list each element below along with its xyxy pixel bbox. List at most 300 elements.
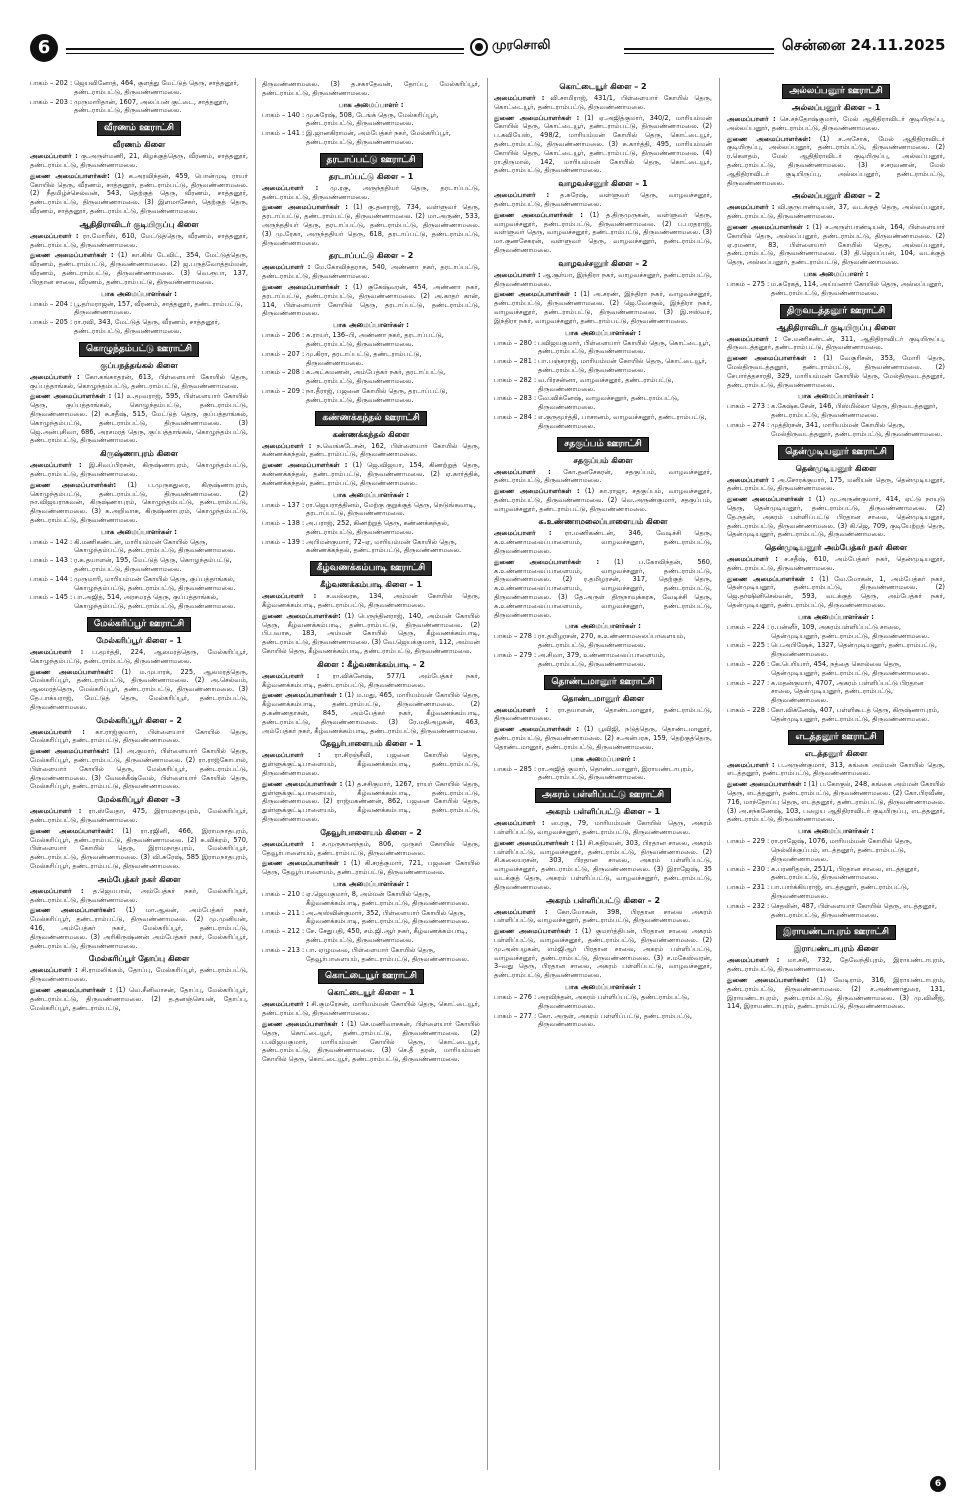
booth-row bbox=[727, 623, 945, 641]
booth-number: பாகம் – 205 : bbox=[30, 318, 73, 327]
booth-organiser: முருமாரி, மாரியம்மன் கோயில் தெரு, குப்பத்தாங்கல், கொழுந்தம்பட்டு, தண்டராம்பட்டு, திருவண்ணாமலை. bbox=[74, 574, 236, 592]
role-label: அமைப்பாளர் : bbox=[494, 907, 548, 916]
appointment-paragraph bbox=[727, 335, 945, 353]
branch-title: தரடாப்பட்டு கிளை – 1 bbox=[328, 171, 414, 181]
appointment-text: மு.ரகு, அருந்ததியர் தெரு, தரடாப்பட்டு, தண்டராம்பட்டு, திருவண்ணாமலை. bbox=[262, 183, 480, 201]
role-label: துணை அமைப்பாளர்கள் : bbox=[494, 487, 580, 496]
booth-row bbox=[262, 538, 480, 556]
booth-number: பாகம் – 145 : bbox=[30, 593, 73, 602]
role-label: அமைப்பாளர் : bbox=[494, 270, 541, 279]
booth-number: பாகம் – 226 : bbox=[727, 660, 770, 669]
masthead-rule-left-thin bbox=[66, 53, 464, 54]
section-subheading: பாக அமைப்பாளர்கள் : bbox=[798, 392, 874, 401]
role-label: அமைப்பாளர் : bbox=[727, 115, 776, 123]
booth-row bbox=[727, 865, 945, 883]
branch-title: தரடாப்பட்டு கிளை – 2 bbox=[328, 251, 414, 261]
booth-row bbox=[494, 339, 712, 357]
role-label: துணை அமைப்பாளர்கள்: bbox=[30, 906, 116, 915]
booth-number: பாகம் – 274 : bbox=[727, 420, 770, 429]
booth-organiser: அரவிந்தன், அகரம் பள்ளிப்பட்டு, தண்டராம்பட்டு, திருவண்ணாமலை. bbox=[538, 992, 690, 1010]
branch-title: எடத்தனூர் கிளை bbox=[804, 748, 868, 758]
appointment-text: (1) வே.மோகன், 1, அம்பேத்கர் நகர், தென்முடியனூர், தண்டராம்பட்டு, திருவண்ணாமலை. (2) ஜெ.தர்ஷினிசெல்வன், 593, வடக்குத் தெரு, அம்பேத்கர் நகர், தென்முடியனூர், தண்டராம்பட்டு, திருவண்ணாமலை. bbox=[727, 574, 945, 610]
booth-organiser: கி.மணிகண்டன், மாரியம்மன் கோயில் தெரு, கொழுந்தம்பட்டு, தண்டராம்பட்டு, திருவண்ணாமலை. bbox=[74, 537, 236, 555]
appointment-text: சே.மணிகண்டன், 311, ஆதிதிராவிடர் குடியிருப்பு, திருவடத்தனூர், தண்டராம்பட்டு, திருவண்ணாமலை. bbox=[727, 334, 945, 352]
booth-row bbox=[494, 357, 712, 375]
appointment-paragraph bbox=[262, 1000, 480, 1018]
section-subheading: பாக அமைப்பாளர்கள் : bbox=[565, 982, 641, 991]
appointment-text: ரா.சிரஞ்சீவி, பஜனை கோயில் தெரு, துள்ளுக்குட்டிபாளையம், கீழ்வணக்கம்பாடி, தண்டராம்பட்டு, திருவண்ணாமலை. bbox=[262, 751, 480, 778]
appointment-text: ப.மூர்த்தி, 224, ஆலமரத்தெரு, மேல்கரிப்பூர், கொழுந்தம்பட்டு, தண்டராம்பட்டு, திருவண்ணாமலை. bbox=[30, 648, 248, 665]
booth-number: பாகம் – 206 : bbox=[262, 331, 305, 340]
appointment-paragraph bbox=[727, 976, 945, 1011]
role-label: அமைப்பாளர் : bbox=[494, 529, 552, 538]
appointment-paragraph bbox=[30, 251, 248, 286]
booth-organiser: முத்திரசன், 341, மாரியம்மன் கோயில் தெரு, மேல்திருவடத்தனூர், தண்டராம்பட்டு, திருவண்ணாமலை. bbox=[771, 420, 943, 438]
appointment-text: (1) ம.முபாரக், 225, ஆலமரத்தெரு, மேல்கரிப்பூர், தண்டராம்பட்டு, திருவண்ணாமலை. (2) அ.செல்வம், ஆலமரத்தெரு, மேல்கரிப்பூர், தண்டராம்பட்டு, திருவண்ணாமலை. (3) தே.பாக்யராஜ், மேட்டுத் தெரு, மேல்கரிப்பூர், தண்டராம்பட்டு, திருவண்ணாமலை. bbox=[30, 667, 248, 711]
booth-organiser: ரா.தமிழரசன், 270, க.உண்ணாமலைப்பாளையம், தண்டராம்பட்டு, திருவண்ணாமலை. bbox=[538, 632, 686, 650]
branch-title: கீழ்வணக்கம்பாடி கிளை – 1 bbox=[320, 580, 422, 590]
appointment-paragraph bbox=[494, 271, 712, 289]
booth-row bbox=[494, 413, 712, 431]
appointment-paragraph bbox=[262, 751, 480, 777]
role-label: துணை அமைப்பாளர்கள்: bbox=[30, 171, 110, 180]
role-label: துணை அமைப்பாளர்கள் : bbox=[727, 495, 812, 504]
role-label: துணை அமைப்பாளர்கள் : bbox=[262, 859, 347, 868]
booth-number: பாகம் – 232 : bbox=[727, 901, 770, 910]
appointment-paragraph bbox=[727, 780, 945, 824]
role-label: துணை அமைப்பாளர்கள் : bbox=[494, 725, 579, 734]
appointment-text: (1) ரா.ரஜினி, 466, இராமநாதபுரம், மேல்கரிப்பூர், தண்டராம்பட்டு, திருவண்ணாமலை. (2) சு.விக்ரம், 570, பிள்ளையார் கோயில் தெரு, இராமநாதபுரம், மேல்கரிப்பூர், தண்டராம்பட்டு, திருவண்ணாமலை. (3) வி.சுரேஷ், 585 இராமநாதபுரம், மேல்கரிப்பூர், தண்டராம்பட்டு, திருவண்ணாமலை. bbox=[30, 826, 248, 870]
branch-title: அம்பேத்கர் நகர் கிளை bbox=[97, 874, 181, 884]
role-label: துணை அமைப்பாளர்கள் : bbox=[494, 838, 574, 847]
appointment-paragraph bbox=[262, 461, 480, 487]
appointment-paragraph bbox=[494, 114, 712, 176]
booth-row bbox=[727, 660, 945, 678]
role-label: அமைப்பாளர் : bbox=[727, 760, 775, 769]
appointment-text: கு.அருள்மணி, 21, கிழக்குத்தெரு, வீரணம், சாத்தனூர், தண்டராம்பட்டு, திருவண்ணாமலை. bbox=[30, 152, 248, 169]
booth-organiser: கே.பெரியார், 454, நத்தை கொல்லை தெரு, தென்முடியனூர், தண்டராம்பட்டு, திருவண்ணாமலை. bbox=[771, 660, 930, 677]
booth-row bbox=[30, 538, 248, 556]
appointment-paragraph bbox=[727, 575, 945, 610]
appointment-paragraph bbox=[262, 263, 480, 281]
booth-number: பாகம் – 273 : bbox=[727, 402, 770, 411]
booth-organiser: சு.ராயர், 136–பி, அண்ணா நகர், தரடாப்பட்டு, தண்டராம்பட்டு, திருவண்ணாமலை. bbox=[306, 331, 444, 348]
column-4 bbox=[727, 78, 945, 1470]
appointment-text: (1) க.அரவிந்தன், 459, பொன்முடி ராயர் கோயில் தெரு, வீரணம், சாத்தனூர், தண்டராம்பட்டு, திருவண்ணாமலை. (2) நீதமிழ்ச்செல்வன், 543, தெற்குத் தெரு, வீரணம், சாத்தனூர், தண்டராம்பட்டு, திருவண்ணாமலை. (3) இளமாசேகர், தெற்குத் தெரு, வீரணம், சாத்தனூர், தண்டராம்பட்டு, திருவண்ணாமலை. bbox=[30, 171, 248, 215]
appointment-paragraph bbox=[494, 706, 712, 724]
booth-number: பாகம் – 283 : bbox=[494, 394, 537, 403]
booth-organiser: பா.பஞ்சராஜ், மாரியம்மன் கோயில் தெரு, கொட்டையூர், தண்டராம்பட்டு, திருவண்ணாமலை. bbox=[538, 357, 707, 374]
role-label: அமைப்பாளர் : bbox=[262, 671, 320, 680]
appointment-text: (1) சி.சுதிரவன், 303, பிரதான சாலை, அகரம் பள்ளிப்பட்டு, வாழவச்சனூர், தண்டராம்பட்டு, திருவண்ணாமலை. (2) சி.கலையரசன், 303, பிரதான சாலை, அகரம் பள்ளிப்பட்டு, வாழவச்சனூர், தண்டராம்பட்டு, திருவண்ணாமலை. (3) இராஜேஷ், 35 வடக்குத் தெரு, அகரம் பள்ளிப்பட்டு, வாழவச்சனூர், தண்டராம்பட்டு, திருவண்ணாமலை. bbox=[494, 838, 712, 891]
panchayat-heading: கொட்டையூர் ஊராட்சி bbox=[318, 969, 424, 984]
branch-title: அகரம் பள்ளிப்பட்டு கிளை – 1 bbox=[545, 807, 661, 817]
role-label: துணை அமைப்பாளர்கள் : bbox=[262, 691, 343, 700]
role-label: அமைப்பாளர் : bbox=[262, 183, 319, 192]
section-subheading: பாக அமைப்பாளர் : bbox=[570, 754, 636, 763]
booth-organiser: வ.பிரசன்னா, வாழவச்சனூர், தண்டராம்பட்டு, திருவண்ணாமலை. bbox=[538, 375, 674, 393]
booth-number: பாகம் – 209 : bbox=[262, 386, 305, 395]
column-divider bbox=[487, 78, 488, 1470]
booth-row bbox=[262, 890, 480, 908]
booth-organiser: பா.அஜித், 514, அரசமரத் தெரு, குப்பத்தாங்கல், கொழுந்தம்பட்டு, தண்டராம்பட்டு, திருவண்ணாமலை. bbox=[74, 593, 236, 611]
appointment-text: (1) ஜெ.விஜயா, 154, கிணற்றுத் தெரு, கண்ணக்கந்தல், தண்டராம்பட்டு, திருவண்ணாமலை. (2) ஏ.கார்த்திக், கண்ணக்கந்தல், தண்டராம்பட்டு, திருவண்ணாமலை. bbox=[262, 461, 480, 487]
appointment-paragraph bbox=[494, 94, 712, 112]
appointment-paragraph bbox=[262, 672, 480, 690]
appointment-paragraph bbox=[262, 691, 480, 735]
role-label: அமைப்பாளர் : bbox=[494, 819, 545, 828]
role-label: அமைப்பாளர் : bbox=[727, 203, 775, 212]
booth-number: பாகம் – 203 : bbox=[30, 97, 73, 106]
role-label: துணை அமைப்பாளர்கள் : bbox=[30, 392, 112, 401]
appointment-text: அ.சோரக்குமார், 175, மனியன் தெரு, தென்முடியனூர், தண்டராம்பட்டு, திருவண்ணாமலை. bbox=[727, 475, 945, 493]
appointment-paragraph bbox=[494, 839, 712, 892]
appointment-text: கோ.தனசேகரன், சதகுப்பம், வாழவச்சனூர், தண்டராம்பட்டு, திருவண்ணாமலை. bbox=[494, 467, 712, 485]
appointment-text: (1) ஏ.அஜித்குமார், 340/2, மாரியம்மன் கோயில் தெரு, கொட்டையூர், தண்டராம்பட்டு, திருவண்ணாமலை. (2) ப.கவியேஸ், 498/2, மாரியம்மன் கோயில் தெரு, கொட்டையூர், தண்டராம்பட்டு, திருவண்ணாமலை. (3) சு.கார்த்தி, 495, மாரியம்மன் கோயில் தெரு, கொட்டையூர், தண்டராம்பட்டு, திருவண்ணாமலை. (4) ரா.திருமால், 142, மாரியம்மன் கோயில் தெரு, கொட்டையூர், தண்டராம்பட்டு, திருவண்ணாமலை. bbox=[494, 113, 712, 175]
booth-organiser: க.பரணிதரன், 251/1, பிரதான சாலை, எடத்தனூர், தண்டராம்பட்டு, திருவண்ணாமலை. bbox=[771, 864, 920, 882]
appointment-text: ரா.ஸ்வேதா, 475, இராமநாதபுரம், மேல்கரிப்பூர், தண்டராம்பட்டு, திருவண்ணாமலை. bbox=[30, 807, 248, 825]
booth-row bbox=[262, 368, 480, 386]
appointment-text: (1) த.திருமுருகன், வள்ளுவர் தெரு, வாழவச்சனூர், தண்டராம்பட்டு, திருவண்ணாமலை. (2) ப.பரதராஜ், வள்ளுவர் தெரு, வாழவச்சனூர், தண்டராம்பட்டு, திருவண்ணாமலை. (3) மா.குணசேகரன், வள்ளுவர் தெரு, வாழவச்சனூர், தண்டராம்பட்டு, திருவண்ணாமலை. bbox=[494, 210, 712, 254]
role-label: அமைப்பாளர் : bbox=[494, 94, 545, 102]
section-subheading: பாக அமைப்பாளர்கள் : bbox=[333, 321, 409, 330]
role-label: துணை அமைப்பாளர்கள் : bbox=[494, 927, 578, 936]
branch-title: கண்ணக்கந்தல் கிளை bbox=[332, 429, 410, 439]
appointment-text: ஆ.சூர்யா, இந்திரா நகர், வாழவச்சனூர், தண்டராம்பட்டு, திருவண்ணாமலை. bbox=[494, 270, 712, 288]
booth-row bbox=[262, 909, 480, 927]
role-label: துணை அமைப்பாளர்கள் : bbox=[727, 222, 810, 231]
column-2 bbox=[262, 78, 480, 1470]
branch-title: மேல்கரிப்பூர் கிளை – 2 bbox=[96, 715, 182, 725]
role-label: அமைப்பாளர் : bbox=[262, 263, 311, 272]
appointment-text: (1) வேடிராம், 316, இராயண்டாபுரம், தண்டராம்பட்டு, திருவண்ணாமலை. (2) ச.அண்ணாதுரை, 131, இராயண்டாபுரம், தண்டராம்பட்டு, திருவண்ணாமலை. (3) மு.வினீஜ், 114, இராயண்டாபுரம், தண்டராம்பட்டு, திருவண்ணாமலை. bbox=[727, 975, 945, 1011]
appointment-paragraph bbox=[494, 819, 712, 837]
appointment-text: ச.முருகானந்தம், 806, முருகர் கோயில் தெரு, தேவூர்பாளையம், தண்டராம்பட்டு, திருவண்ணாமலை. bbox=[262, 839, 480, 857]
booth-organiser: ரா.ரவி, 343, மேட்டுத் தெரு, வீரணம், சாத்தனூர், தண்டராம்பட்டு, திருவண்ணாமலை. bbox=[74, 318, 220, 335]
booth-number: பாகம் – 276 : bbox=[494, 992, 537, 1001]
booth-row bbox=[494, 993, 712, 1011]
appointment-paragraph bbox=[262, 283, 480, 318]
appointment-paragraph bbox=[494, 487, 712, 513]
role-label: துணை அமைப்பாளர்கள் : bbox=[262, 203, 348, 212]
appointment-text: த.ஜெயபால், அம்பேத்கர் நகர், மேல்கரிப்பூர், தண்டராம்பட்டு, திருவண்ணாமலை. bbox=[30, 886, 248, 904]
appointment-text: ஸ.ரகு, 79, மாரியம்மன் கோயில் தெரு, அகரம் பள்ளிப்பட்டு, வாழவச்சனூர், தண்டராம்பட்டு, திருவண்ணாமலை. bbox=[494, 819, 712, 837]
section-subheading: பாக அமைப்பாளர்கள் : bbox=[798, 827, 874, 836]
appointment-text: (1) பூவிஜி, நடுத்தெரு, தொண்டமானூர், தண்டராம்பட்டு, திருவண்ணாமலை. (2) ச.அன்பரசு, 159, தெற்குத்தெரு, தொண்டமானூர், தண்டராம்பட்டு, திருவண்ணாமலை. bbox=[494, 725, 712, 751]
appointment-text: ப.அருண்குமார், 313, கங்கை அம்மன் கோயில் தெரு, எடத்தனூர், தண்டராம்பட்டு, திருவண்ணாமலை. bbox=[727, 760, 945, 778]
column-3 bbox=[494, 78, 712, 1470]
panchayat-heading: கண்ணக்கந்தல் ஊராட்சி bbox=[315, 411, 426, 426]
appointment-text: (1) குகேஷ்வரன், 454, அண்ணா நகர், தரடாப்பட்டு, தண்டராம்பட்டு, திருவண்ணாமலை. (2) அ.காதர் கான், 114, பிள்ளையார் கோயில் தெரு, தரடாப்பட்டு, தண்டராம்பட்டு, திருவண்ணாமலை. bbox=[262, 282, 480, 318]
role-label: துணை அமைப்பாளர்கள் : bbox=[30, 985, 113, 994]
role-label: அமைப்பாளர் : bbox=[727, 956, 780, 965]
footer-page-number: 6 bbox=[930, 1476, 946, 1492]
appointment-text: கோ.மோகன், 398, பிரதான சாலை அகரம் பள்ளிப்பட்டு, வாழவச்சனூர், தண்டராம்பட்டு, திருவண்ணாமலை. bbox=[494, 907, 712, 925]
role-label: துணை அமைப்பாளர்கள் : bbox=[262, 779, 343, 788]
booth-number: பாகம் – 212 : bbox=[262, 927, 305, 936]
booth-number: பாகம் – 277 : bbox=[494, 1011, 537, 1020]
branch-title: மேல்கரிப்பூர் கிளை –3 bbox=[97, 795, 181, 805]
appointment-paragraph bbox=[30, 648, 248, 666]
appointment-paragraph bbox=[30, 232, 248, 250]
role-label: அமைப்பாளர் : bbox=[262, 441, 312, 450]
appointment-text: (1) த.சசிகுமார், 1267, ராயர் கோயில் தெரு, துள்ளுக்குட்டிபாளையம், கீழ்வணக்கம்பாடி, தண்டராம்பட்டு, திருவண்ணாமலை. (2) ராஜ்மகண்ணன், 862, பஜனை கோயில் தெரு, துள்ளுக்குட்டிபாளையம், கீழ்வணக்கம்பாடி, தண்டராம்பட்டு, திருவண்ணாமலை. bbox=[262, 779, 480, 824]
appointment-paragraph bbox=[494, 558, 712, 620]
booth-organiser: இ.ஜானகிராமன், அம்பேத்கர் நகர், மேல்கரிப்பூர், தண்டராம்பட்டு, திருவண்ணாமலை. bbox=[306, 129, 451, 146]
panchayat-heading: அகரம் பள்ளிப்பட்டு ஊராட்சி bbox=[535, 788, 671, 803]
section-subheading: பாக அமைப்பாளர்கள் : bbox=[101, 527, 177, 536]
branch-title: தேவூர்பாளையம் கிளை – 2 bbox=[320, 827, 422, 837]
branch-title: அல்லப்பனூர் கிளை – 2 bbox=[791, 191, 881, 201]
booth-row bbox=[727, 421, 945, 439]
appointment-paragraph bbox=[494, 211, 712, 255]
appointment-paragraph bbox=[30, 728, 248, 746]
appointment-paragraph bbox=[30, 887, 248, 905]
appointment-text: ரா.தயாளன், தொண்டமானூர், தண்டராம்பட்டு, திருவண்ணாமலை. bbox=[494, 705, 712, 723]
booth-number: பாகம் – 137 : bbox=[262, 500, 305, 509]
booth-organiser: அ.அஸ்வின்குமார், 352, பிள்ளையார் கோயில் தெரு, கீழ்வணக்கம்பாடி, தண்டராம்பட்டு, திருவண்ணாமலை. bbox=[306, 908, 470, 926]
section-subheading: பாக அமைப்பாளர்கள் : bbox=[798, 612, 874, 621]
appointment-text: வி.குருபாண்டியன், 37, வடக்குத் தெரு, அல்லப்பனூர், தண்டராம்பட்டு, திருவண்ணாமலை. bbox=[727, 203, 945, 221]
appointment-paragraph bbox=[262, 203, 480, 247]
booth-number: பாகம் – 208 : bbox=[262, 368, 305, 377]
appointment-text: (1) ப.முருகதுரை, கிருஷ்ணாபுரம், கொழுந்தம்பட்டு, தண்டராம்பட்டு, திருவண்ணாமலை. (2) நா.விஜயராகவன், கிருஷ்ணாபுரம், கொழுந்தம்பட்டு, தண்டராம்பட்டு, திருவண்ணாமலை. (3) க.அறிவாசு, கிருஷ்ணாபுரம், கொழுந்தம்பட்டு, தண்டராம்பட்டு, திருவண்ணாமலை. bbox=[30, 480, 248, 524]
booth-row bbox=[727, 902, 945, 920]
branch-title: ஆதிதிராவிடர் குடியிருப்பு கிளை bbox=[79, 219, 199, 229]
branch-title: கிருஷ்ணாபுரம் கிளை bbox=[100, 449, 178, 459]
appointment-text: (1) ப.கோகுல், 248, கங்கை அம்மன் கோயில் தெரு, எடத்தனூர், தண்டராம்பட்டு, திருவண்ணாமலை. (2) கோ.பிரவீண், 716, மாந்தோப்பு தெரு, எடத்தனூர், தண்டராம்பட்டு, திருவண்ணாமலை. (3) அ.சந்கணேஷ், 103, பழைய ஆதிதிராவிடர் குடியிருப்பு, எடத்தனூர், தண்டராம்பட்டு, திருவண்ணாமலை. bbox=[727, 780, 945, 824]
booth-number: பாகம் – 228 : bbox=[727, 706, 770, 715]
booth-number: பாகம் – 229 : bbox=[727, 837, 770, 846]
branch-title: கொட்டையூர் கிளை – 1 bbox=[327, 988, 415, 998]
booth-organiser: ம.சுரேகத், 114, அய்யனார் கோயில் தெரு, அல்லப்பனூர், தண்டராம்பட்டு, திருவண்ணாமலை. bbox=[771, 279, 944, 297]
booth-number: பாகம் – 278 : bbox=[494, 632, 537, 641]
panchayat-heading: தென்முடியனூர் ஊராட்சி bbox=[778, 445, 894, 460]
appointment-paragraph bbox=[262, 612, 480, 656]
booth-row bbox=[727, 679, 945, 705]
appointment-paragraph bbox=[262, 592, 480, 610]
branch-title: சதகுப்பம் கிளை bbox=[573, 455, 633, 465]
appointment-paragraph bbox=[30, 747, 248, 791]
branch-title: வாழவச்சனூர் கிளை – 1 bbox=[558, 179, 648, 189]
branch-title: குப்பநத்தங்கல் கிளை bbox=[100, 360, 178, 370]
appointment-paragraph bbox=[30, 373, 248, 391]
role-label: துணை அமைப்பாளர்கள் : bbox=[262, 1019, 344, 1028]
appointment-paragraph bbox=[727, 555, 945, 573]
booth-row bbox=[262, 927, 480, 945]
booth-organiser: அ.சிவா, 379, உண்ணாமலைப்பாளையம், தண்டராம்பட்டு, திருவண்ணாமலை. bbox=[538, 651, 666, 668]
role-label: அமைப்பாளர் : bbox=[30, 966, 78, 975]
booth-number: பாகம் – 280 : bbox=[494, 338, 537, 347]
booth-organiser: சே. சேதுபதி, 450, சம்.ஜி.ஆர் நகர், கீழ்வணக்கம்பாடி, தண்டராம்பட்டு, திருவண்ணாமலை. bbox=[306, 927, 468, 944]
booth-row bbox=[262, 111, 480, 129]
panchayat-heading: எடத்தனூர் ஊராட்சி bbox=[788, 730, 883, 745]
booth-row bbox=[494, 394, 712, 412]
appointment-text: (1) ப.கோவிந்தன், 560, க.உண்ணாமலைப்பாளையம், வாழவச்சனூர், தண்டராம்பட்டு, திருவண்ணாமலை. (2) ர.தமிழரசன், 317, தெற்குத் தெரு, க.உண்ணாமலைப்பாளையம், வாழவச்சனூர், தண்டராம்பட்டு, திருவண்ணாமலை. (3) தே.அருள் திருநாவுக்கரசு, வேடிச்சி தெரு, க.உண்ணாமலைப்பாளையம், வாழவச்சனூர், தண்டராம்பட்டு, திருவண்ணாமலை. bbox=[494, 557, 712, 619]
role-label: அமைப்பாளர் : bbox=[30, 152, 78, 161]
booth-row bbox=[262, 946, 480, 964]
booth-number: பாகம் – 213 : bbox=[262, 945, 305, 954]
appointment-paragraph bbox=[30, 906, 248, 950]
appointment-paragraph bbox=[727, 135, 945, 188]
appointment-paragraph bbox=[30, 392, 248, 445]
booth-number: பாகம் – 279 : bbox=[494, 651, 537, 660]
booth-number: பாகம் – 275 : bbox=[727, 279, 770, 288]
role-label: அமைப்பாளர் : bbox=[30, 648, 84, 657]
paper-logo-icon bbox=[470, 38, 488, 56]
appointment-paragraph bbox=[494, 468, 712, 486]
role-label: அமைப்பாளர் : bbox=[494, 705, 549, 714]
appointment-text: திருவண்ணாமலை. (3) த.சகாதேவன், தோப்பு, மேல்கரிப்பூர், தண்டராம்பட்டு, திருவண்ணாமலை. bbox=[262, 80, 480, 97]
role-label: துணை அமைப்பாளர்கள்: bbox=[30, 747, 110, 756]
appointment-text: (1) கி.சரத்குமார், 721, பஜனை கோயில் தெரு, தேவூர்பாளையம், தண்டராம்பட்டு, திருவண்ணாமலை. bbox=[262, 859, 480, 877]
masthead bbox=[30, 32, 945, 68]
appointment-paragraph bbox=[30, 461, 248, 479]
section-subheading: பாக அமைப்பாளர் : bbox=[803, 269, 869, 278]
booth-organiser: ர.க.தயாளன், 195, மேட்டுத் தெரு, கொழுந்தம்பட்டு, தண்டராம்பட்டு, திருவண்ணாமலை. bbox=[74, 556, 232, 574]
branch-title: வீரணம் கிளை bbox=[112, 140, 166, 150]
appointment-text: சி.குமரேசன், மாரியம்மன் கோயில் தெரு, கொட்டையூர், தண்டராம்பட்டு, திருவண்ணாமலை. bbox=[262, 1000, 480, 1018]
booth-row bbox=[262, 129, 480, 147]
booth-organiser: ரா.ஜெயராத்தினம், மேற்கு குறுக்குத் தெரு, நெடுங்கவாடி, தரடாப்பட்டு, திருவண்ணாமலை. bbox=[306, 500, 476, 518]
appointment-text: (1) கு.தனராஜ், 734, வள்ளுவர் தெரு, தரடாப்பட்டு, தண்டராம்பட்டு, திருவண்ணாமலை. (2) மா.அருண், 533, அருந்ததியர் தெரு, தரடாப்பட்டு, தண்டராம்பட்டு, திருவண்ணாமலை. (3) மு.ரேகா, அருந்ததியர் தெரு, 618, தரடாப்பட்டு, தண்டராம்பட்டு, திருவண்ணாமலை. bbox=[262, 203, 480, 247]
booth-row bbox=[30, 556, 248, 574]
branch-title: ஆதிதிராவிடர் குடியிருப்பு கிளை bbox=[776, 322, 896, 332]
booth-organiser: அ.பராஜ், 252, கிணற்றுத் தெரு, கண்ணக்கந்தல், தண்டராம்பட்டு, திருவண்ணாமலை. bbox=[306, 519, 450, 536]
booth-organiser: அபிமன்குமார், 72–ஏ, மாரியம்மன் கோயில் தெரு, கண்ணக்கந்தல், தண்டராம்பட்டு, திருவண்ணாமலை. bbox=[306, 537, 462, 555]
booth-organiser: ஜெயவினோத், 464, குளத்து மேட்டுத் தெரு, சாத்தனூர், தண்டராம்பட்டு, திருவண்ணாமலை. bbox=[74, 79, 240, 96]
appointment-text: சி.ராமலிங்கம், தோப்பு, மேல்கரிப்பூர், தண்டராம்பட்டு, திருவண்ணாமலை. bbox=[30, 966, 248, 984]
branch-title: தென்முடியனூர் அம்பேத்கர் நகர் கிளை bbox=[764, 543, 908, 553]
booth-number: பாகம் – 282 : bbox=[494, 375, 537, 384]
booth-row bbox=[262, 501, 480, 519]
appointment-text: வி.சாமிராஜ், 431/1, பிள்ளையார் கோயில் தெரு, கொட்டையூர், தண்டராம்பட்டு, திருவண்ணாமலை. bbox=[494, 94, 712, 111]
booth-row bbox=[494, 376, 712, 394]
role-label: அமைப்பாளர் : bbox=[262, 1000, 309, 1009]
role-label: அமைப்பாளர் : bbox=[30, 807, 82, 816]
appointment-paragraph bbox=[30, 172, 248, 216]
booth-organiser: ரா.ராஜேஷ், 1076, மாரியம்மன் கோயில் தெரு, நெல்லிக்குப்பம், எடத்தனூர், தண்டராம்பட்டு, திருவண்ணாமலை. bbox=[771, 837, 913, 863]
section-subheading: பாக அமைப்பாளர்கள் : bbox=[565, 328, 641, 337]
booth-row bbox=[727, 402, 945, 420]
appointment-paragraph bbox=[494, 725, 712, 751]
masthead-rule-right-thin bbox=[624, 53, 774, 54]
booth-organiser: பூ.தர்மராஜன், 157, வீரணம், சாத்தனூர், தண்டராம்பட்டு, திருவண்ணாமலை. bbox=[74, 299, 243, 317]
masthead-date: சென்னை 24.11.2025 bbox=[782, 36, 946, 54]
booth-number: பாகம் – 231 : bbox=[727, 883, 770, 892]
booth-organiser: முருமாரிதான், 1607, அலப்பன் குட்டை, சாத்தனூர், தண்டராம்பட்டு, திருவண்ணாமலை. bbox=[74, 97, 229, 115]
booth-organiser: எ.குருமூர்த்தி, பாசானம், வாழவச்சனூர், தண்டராம்பட்டு, திருவண்ணாமலை. bbox=[538, 412, 707, 430]
role-label: துணை அமைப்பாளர்கள் : bbox=[494, 210, 583, 219]
branch-title: அல்லப்பனூர் கிளை – 1 bbox=[791, 103, 881, 112]
appointment-paragraph bbox=[262, 80, 480, 98]
role-label: அமைப்பாளர் : bbox=[727, 475, 775, 484]
panchayat-heading: அல்லப்பனூர் ஊராட்சி bbox=[782, 84, 889, 99]
booth-organiser: கோ.விக்னேஷ், 407, பள்ளிகூடத் தெரு, கிருஷ்ணாபுரம், தென்முடியனூர், தண்டராம்பட்டு, திருவண்ணாமலை. bbox=[771, 706, 940, 723]
role-label: அமைப்பாளர் : bbox=[30, 886, 84, 895]
appointment-text: செ.சந்தோஷ்குமார், மேல் ஆதிதிராவிடர் குடியிருப்பு, அல்லப்பனூர், தண்டராம்பட்டு, திருவண்ணாமலை. bbox=[727, 115, 945, 132]
appointment-text: ரா.விக்னேஷ், 577/1 அம்பேத்கர் நகர், கீழ்வணக்கம்பாடி, தண்டராம்பட்டு, திருவண்ணாமலை. bbox=[262, 671, 480, 689]
appointment-paragraph bbox=[727, 476, 945, 494]
section-subheading: பாக அமைப்பாளர்கள் : bbox=[333, 490, 409, 499]
panchayat-heading: கீழ்வணக்கம்பாடி ஊராட்சி bbox=[310, 561, 432, 576]
role-label: துணை அமைப்பாளர்கள்: bbox=[30, 826, 114, 835]
role-label: அமைப்பாளர் : bbox=[262, 592, 317, 601]
role-label: துணை அமைப்பாளர்கள் : bbox=[494, 290, 577, 299]
booth-row bbox=[30, 575, 248, 593]
booth-organiser: கோ. அருள், அகரம் பள்ளிப்பட்டு, தண்டராம்பட்டு, திருவண்ணாமலை. bbox=[538, 1011, 692, 1029]
booth-number: பாகம் – 281 : bbox=[494, 357, 537, 366]
booth-number: பாகம் – 139 : bbox=[262, 537, 305, 546]
appointment-text: (1) மா.ஆலன், அம்பேத்கர் நகர், மேல்கரிப்பூர், தண்டராம்பட்டு, திருவண்ணாமலை. (2) மு.முனியன், 416, அம்பேத்கர் நகர், மேல்கரிப்பூர், தண்டராம்பட்டு, திருவண்ணாமலை. (3) அரிகிருஷ்ணன் அம்பேத்கர் நகர், மேல்கரிப்பூர், தண்டராம்பட்டு, திருவண்ணாமலை. bbox=[30, 906, 248, 950]
appointment-text: (1) பெருந்தினராஜ், 140, அம்மன் கோயில் தெரு, கீழ்வணக்கம்பாடி, தண்டராம்பட்டு, திருவண்ணாமலை. (2) பி.பவாசு, 183, அம்மன் கோயில் தெரு, கீழ்வணக்கம்பாடி, தண்டராம்பட்டு, திருவண்ணாமலை. (3) வே.ஜெயக்குமார், 112, அம்மன் கோயில் தெரு, கீழ்வணக்கம்பாடி, தண்டராம்பட்டு, திருவண்ணாமலை. bbox=[262, 611, 480, 656]
appointment-paragraph bbox=[727, 223, 945, 267]
appointment-text: (1) வேகுரிசன், 353, மோரி தெரு, மேல்திருவடத்தனூர், தண்டராம்பட்டு, திருவண்ணாமலை. (2) சேபார்த்தசாரதி, 329, மாரியம்மன் கோயில் தெரு, மேல்திருவடத்தனூர், தண்டராம்பட்டு, திருவண்ணாமலை. bbox=[727, 354, 945, 389]
appointment-text: (1) குமார்த்திபன், பிரதான சாலை அகரம் பள்ளிப்பட்டு, வாழவச்சனூர், தண்டராம்பட்டு, திருவண்ணாமலை. (2) மு.அன்பழகன், எம்ஜிஆர் பிரதான சாலை, அகரம் பள்ளிப்பட்டு, வாழவச்சனூர், தண்டராம்பட்டு, திருவண்ணாமலை. (3) ச.மகேஸ்வரன், 3–வது தெரு, பிரதான சாலை, அகரம் பள்ளிப்பட்டு, வாழவச்சனூர், தண்டராம்பட்டு, திருவண்ணாமலை. bbox=[494, 927, 712, 980]
role-label: அமைப்பாளர் : bbox=[727, 555, 778, 564]
appointment-text: கோ.கங்காதரன், 613, பிள்ளையார் கோயில் தெரு, குப்பத்தாங்கல், கொழுந்தம்பட்டு, தண்டராம்பட்டு, திருவண்ணாமலை. bbox=[30, 372, 248, 390]
booth-organiser: மு.சுரேஷ், 508, டேங்க் தெரு, மேல்கரிப்பூர், தண்டராம்பட்டு, திருவண்ணாமலை. bbox=[306, 110, 439, 128]
role-label: துணை அமைப்பாளர்கள் : bbox=[727, 780, 807, 789]
role-label: அமைப்பாளர் : bbox=[30, 727, 85, 736]
booth-number: பாகம் – 138 : bbox=[262, 519, 305, 528]
booth-number: பாகம் – 202 : bbox=[30, 79, 73, 87]
role-label: துணை அமைப்பாளர்கள் : bbox=[262, 461, 348, 470]
panchayat-heading: சதகுப்பம் ஊராட்சி bbox=[557, 437, 648, 452]
booth-row bbox=[262, 331, 480, 349]
booth-row bbox=[30, 79, 248, 97]
booth-organiser: ரா.அஜித் குமார், தொண்டமானூர், இராயண்டாபுரம், தண்டராம்பட்டு, திருவண்ணாமலை. bbox=[538, 764, 694, 782]
panchayat-heading: மேல்கரிப்பூர் ஊராட்சி bbox=[87, 617, 191, 632]
booth-row bbox=[727, 706, 945, 724]
panchayat-heading: வீரணம் ஊராட்சி bbox=[97, 121, 181, 136]
role-label: அமைப்பாளர் : bbox=[727, 334, 778, 343]
appointment-paragraph bbox=[262, 442, 480, 460]
role-label: அமைப்பாளர் : bbox=[262, 751, 321, 760]
appointment-paragraph bbox=[727, 203, 945, 221]
booth-number: பாகம் – 285 : bbox=[494, 764, 537, 773]
appointment-paragraph bbox=[727, 495, 945, 539]
role-label: துணை அமைப்பாளர்கள் : bbox=[494, 557, 600, 566]
role-label: துணை அமைப்பாளர்கள் : bbox=[30, 251, 114, 260]
booth-row bbox=[494, 651, 712, 669]
booth-organiser: பெ.அபிஷேக், 1327, தென்முடியனூர், தண்டராம்பட்டு, திருவண்ணாமலை. bbox=[771, 641, 937, 659]
booth-organiser: செதலின், 487, பிள்ளையார் கோயில் தெரு, எடத்தனூர், தண்டராம்பட்டு, திருவண்ணாமலை. bbox=[771, 901, 937, 919]
booth-row bbox=[30, 593, 248, 611]
appointment-text: கா.ராஜ்குமார், பிள்ளையார் கோயில் தெரு, மேல்கரிப்பூர், தண்டராம்பட்டு, திருவண்ணாமலை. bbox=[30, 727, 248, 745]
appointment-text: ரா.மணிகண்டன், 346, வேடிச்சி தெரு, க.உண்ணாமலைப்பாளையம், வாழவச்சனூர், தண்டராம்பட்டு, திருவண்ணாமலை. bbox=[494, 529, 712, 556]
booth-number: பாகம் – 224 : bbox=[727, 622, 770, 631]
appointment-paragraph bbox=[30, 966, 248, 984]
appointment-paragraph bbox=[30, 668, 248, 712]
column-1 bbox=[30, 78, 248, 1470]
panchayat-heading: தொண்டமானூர் ஊராட்சி bbox=[544, 675, 661, 690]
appointment-paragraph bbox=[494, 927, 712, 980]
role-label: அமைப்பாளர் : bbox=[30, 231, 79, 240]
role-label: துணை அமைப்பாளர்கள்: bbox=[727, 975, 810, 984]
appointment-text: (1) அ.சரண், இந்திரா நகர், வாழவச்சனூர், தண்டராம்பட்டு, திருவண்ணாமலை. (2) ஜெ.வேசகுல், இந்திரா நகர், வாழவச்சனூர், தண்டராம்பட்டு, திருவண்ணாமலை. (3) இ.ஈஸ்வர், இந்திரா நகர், வாழவச்சனூர், தண்டராம்பட்டு, திருவண்ணாமலை. bbox=[494, 290, 712, 325]
appointment-paragraph bbox=[262, 780, 480, 824]
section-subheading: பாக அமைப்பாளர்கள் : bbox=[333, 880, 409, 888]
booth-number: பாகம் – 207 : bbox=[262, 349, 305, 358]
appointment-text: (1) ச.அசோக், மேல் ஆதிதிராவிடர் குடியிருப்பு, அல்லப்பனூர், தண்டராம்பட்டு, திருவண்ணாமலை. (2) ர.கௌதம், மேல் ஆதிதிராவிடர் குடியிருப்பு, அல்லப்பனூர், தண்டராம்பட்டு, திருவண்ணாமலை. (3) ச.சரவணன், மேல் ஆதிதிராவிடர் குடியிருப்பு, அல்லப்பனூர், தண்டராம்பட்டு, திருவண்ணாமலை. bbox=[727, 134, 945, 187]
booth-row bbox=[30, 300, 248, 318]
booth-number: பாகம் – 225 : bbox=[727, 641, 770, 650]
appointment-paragraph bbox=[262, 840, 480, 858]
booth-number: பாகம் – 210 : bbox=[262, 890, 305, 898]
booth-organiser: நா.தீராஜ், பஜனை கோயில் தெரு, தரடாப்பட்டு, தண்டராம்பட்டு, திருவண்ணாமலை. bbox=[306, 386, 448, 404]
booth-row bbox=[727, 280, 945, 298]
